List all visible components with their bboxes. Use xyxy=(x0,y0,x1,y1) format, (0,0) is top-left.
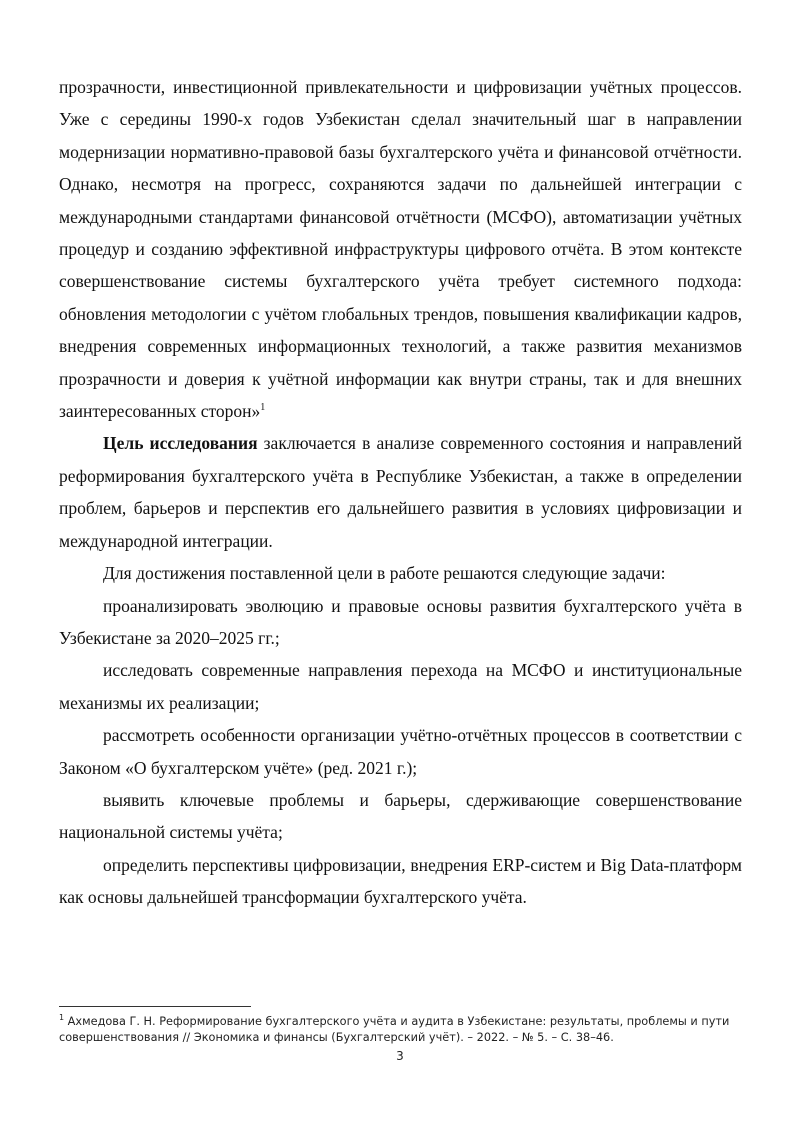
document-body xyxy=(59,71,742,914)
footnote xyxy=(59,1014,742,1046)
research-goal-heading: Цель исследования xyxy=(103,433,258,454)
footnote-text: Ахмедова Г. Н. Реформирование бухгалтерского учёта и аудита в Узбекистане: результаты, проблемы и пути совершенствования // Экономика и финансы (Бухгалтерский учёт). – 2022. – № 5. – С. 38–46. xyxy=(59,1015,730,1044)
research-goal-text: заключается в анализе современного состояния и направлений реформирования бухгалтерского учёта в Республике Узбекистан, а также в определении проблем, барьеров и перспектив его дальнейшего развития в условиях цифровизации и международной интеграции. xyxy=(59,433,742,551)
task-item: исследовать современные направления перехода на МСФО и институциональные механизмы их реализации; xyxy=(59,660,742,713)
task-item: определить перспективы цифровизации, внедрения ERP-систем и Big Data-платформ как основы дальнейшей трансформации бухгалтерского учёта. xyxy=(59,854,742,908)
paragraph-text: прозрачности, инвестиционной привлекательности и цифровизации учётных процессов. Уже с середины 1990-х годов Узбекистан сделал значительный шаг в направлении модернизации нормативно-правовой базы бухгалтерского учёта и финансовой отчётности. Однако, несмотря на прогресс, сохраняются задачи по дальнейшей интеграции с международными стандартами финансовой отчётности (МСФО), автоматизации учётных процедур и созданию эффективной инфраструктуры цифрового отчёта. В этом контексте совершенствование системы бухгалтерского учёта требует системного подхода: обновления методологии с учётом глобальных трендов, повышения квалификации кадров, внедрения современных информационных технологий, а также развития механизмов прозрачности и доверия к учётной информации как внутри страны, так и для внешних заинтересованных сторон» xyxy=(59,77,742,422)
footnote-number: 1 xyxy=(59,1013,65,1023)
task-item: проанализировать эволюцию и правовые основы развития бухгалтерского учёта в Узбекистане за 2020–2025 гг.; xyxy=(59,595,742,648)
task-item: выявить ключевые проблемы и барьеры, сдерживающие совершенствование национальной системы учёта; xyxy=(59,789,742,843)
paragraph-intro-continuation xyxy=(59,71,742,427)
paragraph-tasks-intro: Для достижения поставленной цели в работе решаются следующие задачи: xyxy=(103,563,666,584)
page-number: 3 xyxy=(396,1049,404,1063)
task-item: рассмотреть особенности организации учётно-отчётных процессов в соответствии с Законом «О бухгалтерском учёте» (ред. 2021 г.); xyxy=(59,725,742,778)
footnote-separator xyxy=(59,1006,251,1007)
paragraph-research-goal xyxy=(59,427,742,557)
footnote-reference[interactable]: 1 xyxy=(260,402,266,414)
